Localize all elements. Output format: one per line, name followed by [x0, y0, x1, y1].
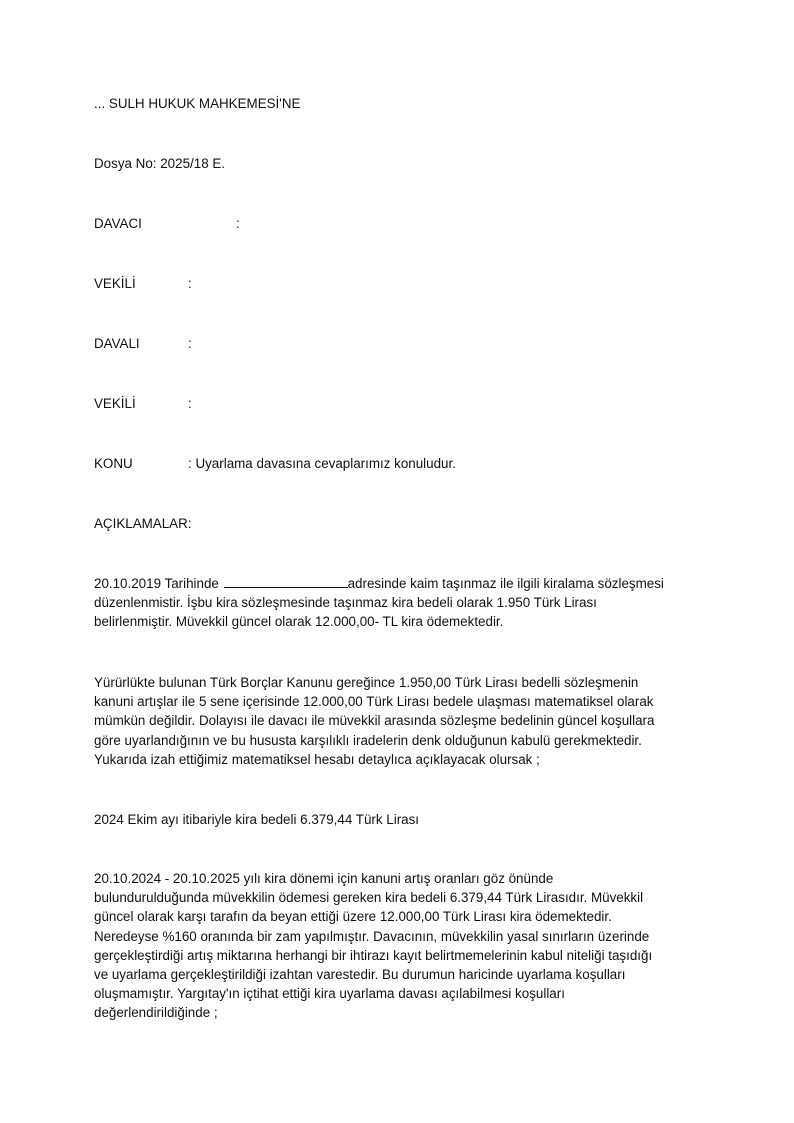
paragraph-text: adresinde kaim taşınmaz ile ilgili kiralama sözleşmesi: [347, 576, 664, 591]
paragraph-line: değerlendirildiğinde ;: [94, 1005, 218, 1021]
party-row-defendant: [94, 334, 294, 353]
party-row-defendant-attorney: [94, 394, 294, 413]
paragraph-line: oluşmamıştır. Yargıtay'ın içtihat ettiği kira uyarlama davası açılabilmesi koşulları: [94, 986, 565, 1002]
paragraph-line: Neredeyse %160 oranında bir zam yapılmıştır. Davacının, müvekkilin yasal sınırların üzerinde: [94, 928, 650, 944]
subject-label: KONU: [94, 456, 133, 471]
party-label: DAVALI: [94, 336, 140, 351]
paragraph-line: [94, 574, 706, 593]
party-separator: :: [236, 216, 240, 231]
party-separator: :: [188, 396, 192, 411]
party-label: VEKİLİ: [94, 276, 136, 291]
paragraph-line: Yürürlükte bulunan Türk Borçlar Kanunu gereğince 1.950,00 Türk Lirası bedelli sözleşmenin: [94, 675, 639, 690]
subject-text: : Uyarlama davasına cevaplarımız konuludur.: [188, 456, 456, 471]
paragraph-law: [94, 673, 706, 769]
party-row-plaintiff-attorney: [94, 274, 294, 293]
party-separator: :: [188, 276, 192, 291]
party-separator: :: [188, 336, 192, 351]
party-row-plaintiff: [94, 214, 294, 233]
paragraph-line: ve uyarlama gerçekleştirildiği izahtan varestedir. Bu durumun haricinde uyarlama koşulları: [94, 967, 626, 983]
file-number: Dosya No: 2025/18 E.: [94, 156, 226, 171]
paragraph-line: güncel olarak karşı tarafın da beyan ettiği üzere 12.000,00 Türk Lirası kira ödemektedir.: [94, 909, 612, 925]
paragraph-line: bulundurulduğunda müvekkilin ödemesi gereken kira bedeli 6.379,44 Türk Lirasıdır. Müvekkil: [94, 890, 644, 906]
rent-line: 2024 Ekim ayı itibariyle kira bedeli 6.379,44 Türk Lirası: [94, 812, 420, 827]
paragraph-line: göre uyarlandığının ve bu hususta karşılıklı iradelerin denk olduğunun kabulü gerekmektedir.: [94, 732, 642, 748]
paragraph-line: düzenlenmistir. İşbu kira sözleşmesinde taşınmaz kira bedeli olarak 1.950 Türk Lirası: [94, 595, 597, 611]
paragraph-line: Yukarıda izah ettiğimiz matematiksel hesabı detaylıca açıklayacak olursak ;: [94, 751, 540, 767]
paragraph-line: kanuni artışlar ile 5 sene içerisinde 12.000,00 Türk Lirası bedele ulaşması matematiksel olarak: [94, 694, 654, 710]
paragraph-text: Tarihinde: [164, 576, 219, 591]
address-blank-line: [224, 574, 348, 588]
contract-date: 20.10.2019: [94, 576, 162, 591]
party-label: VEKİLİ: [94, 396, 136, 411]
paragraph-calculation: [94, 869, 706, 1023]
court-heading: ... SULH HUKUK MAHKEMESİ'NE: [94, 96, 301, 111]
party-label: DAVACI: [94, 216, 142, 231]
subject-row: [94, 454, 694, 473]
paragraph-contract: [94, 574, 706, 632]
paragraph-line: gerçekleştirdiği artış miktarına herhangi bir ihtirazı kayıt belirtmemelerinin kabul niteliği taşıdığı: [94, 947, 653, 963]
paragraph-line: 20.10.2024 - 20.10.2025 yılı kira dönemi için kanuni artış oranları göz önünde: [94, 871, 554, 886]
section-title: AÇIKLAMALAR:: [94, 516, 192, 531]
paragraph-line: belirlenmiştir. Müvekkil güncel olarak 12.000,00- TL kira ödemektedir.: [94, 614, 504, 630]
paragraph-line: mümkün değildir. Dolayısı ile davacı ile müvekkil arasında sözleşme bedelinin güncel koşullara: [94, 713, 655, 729]
